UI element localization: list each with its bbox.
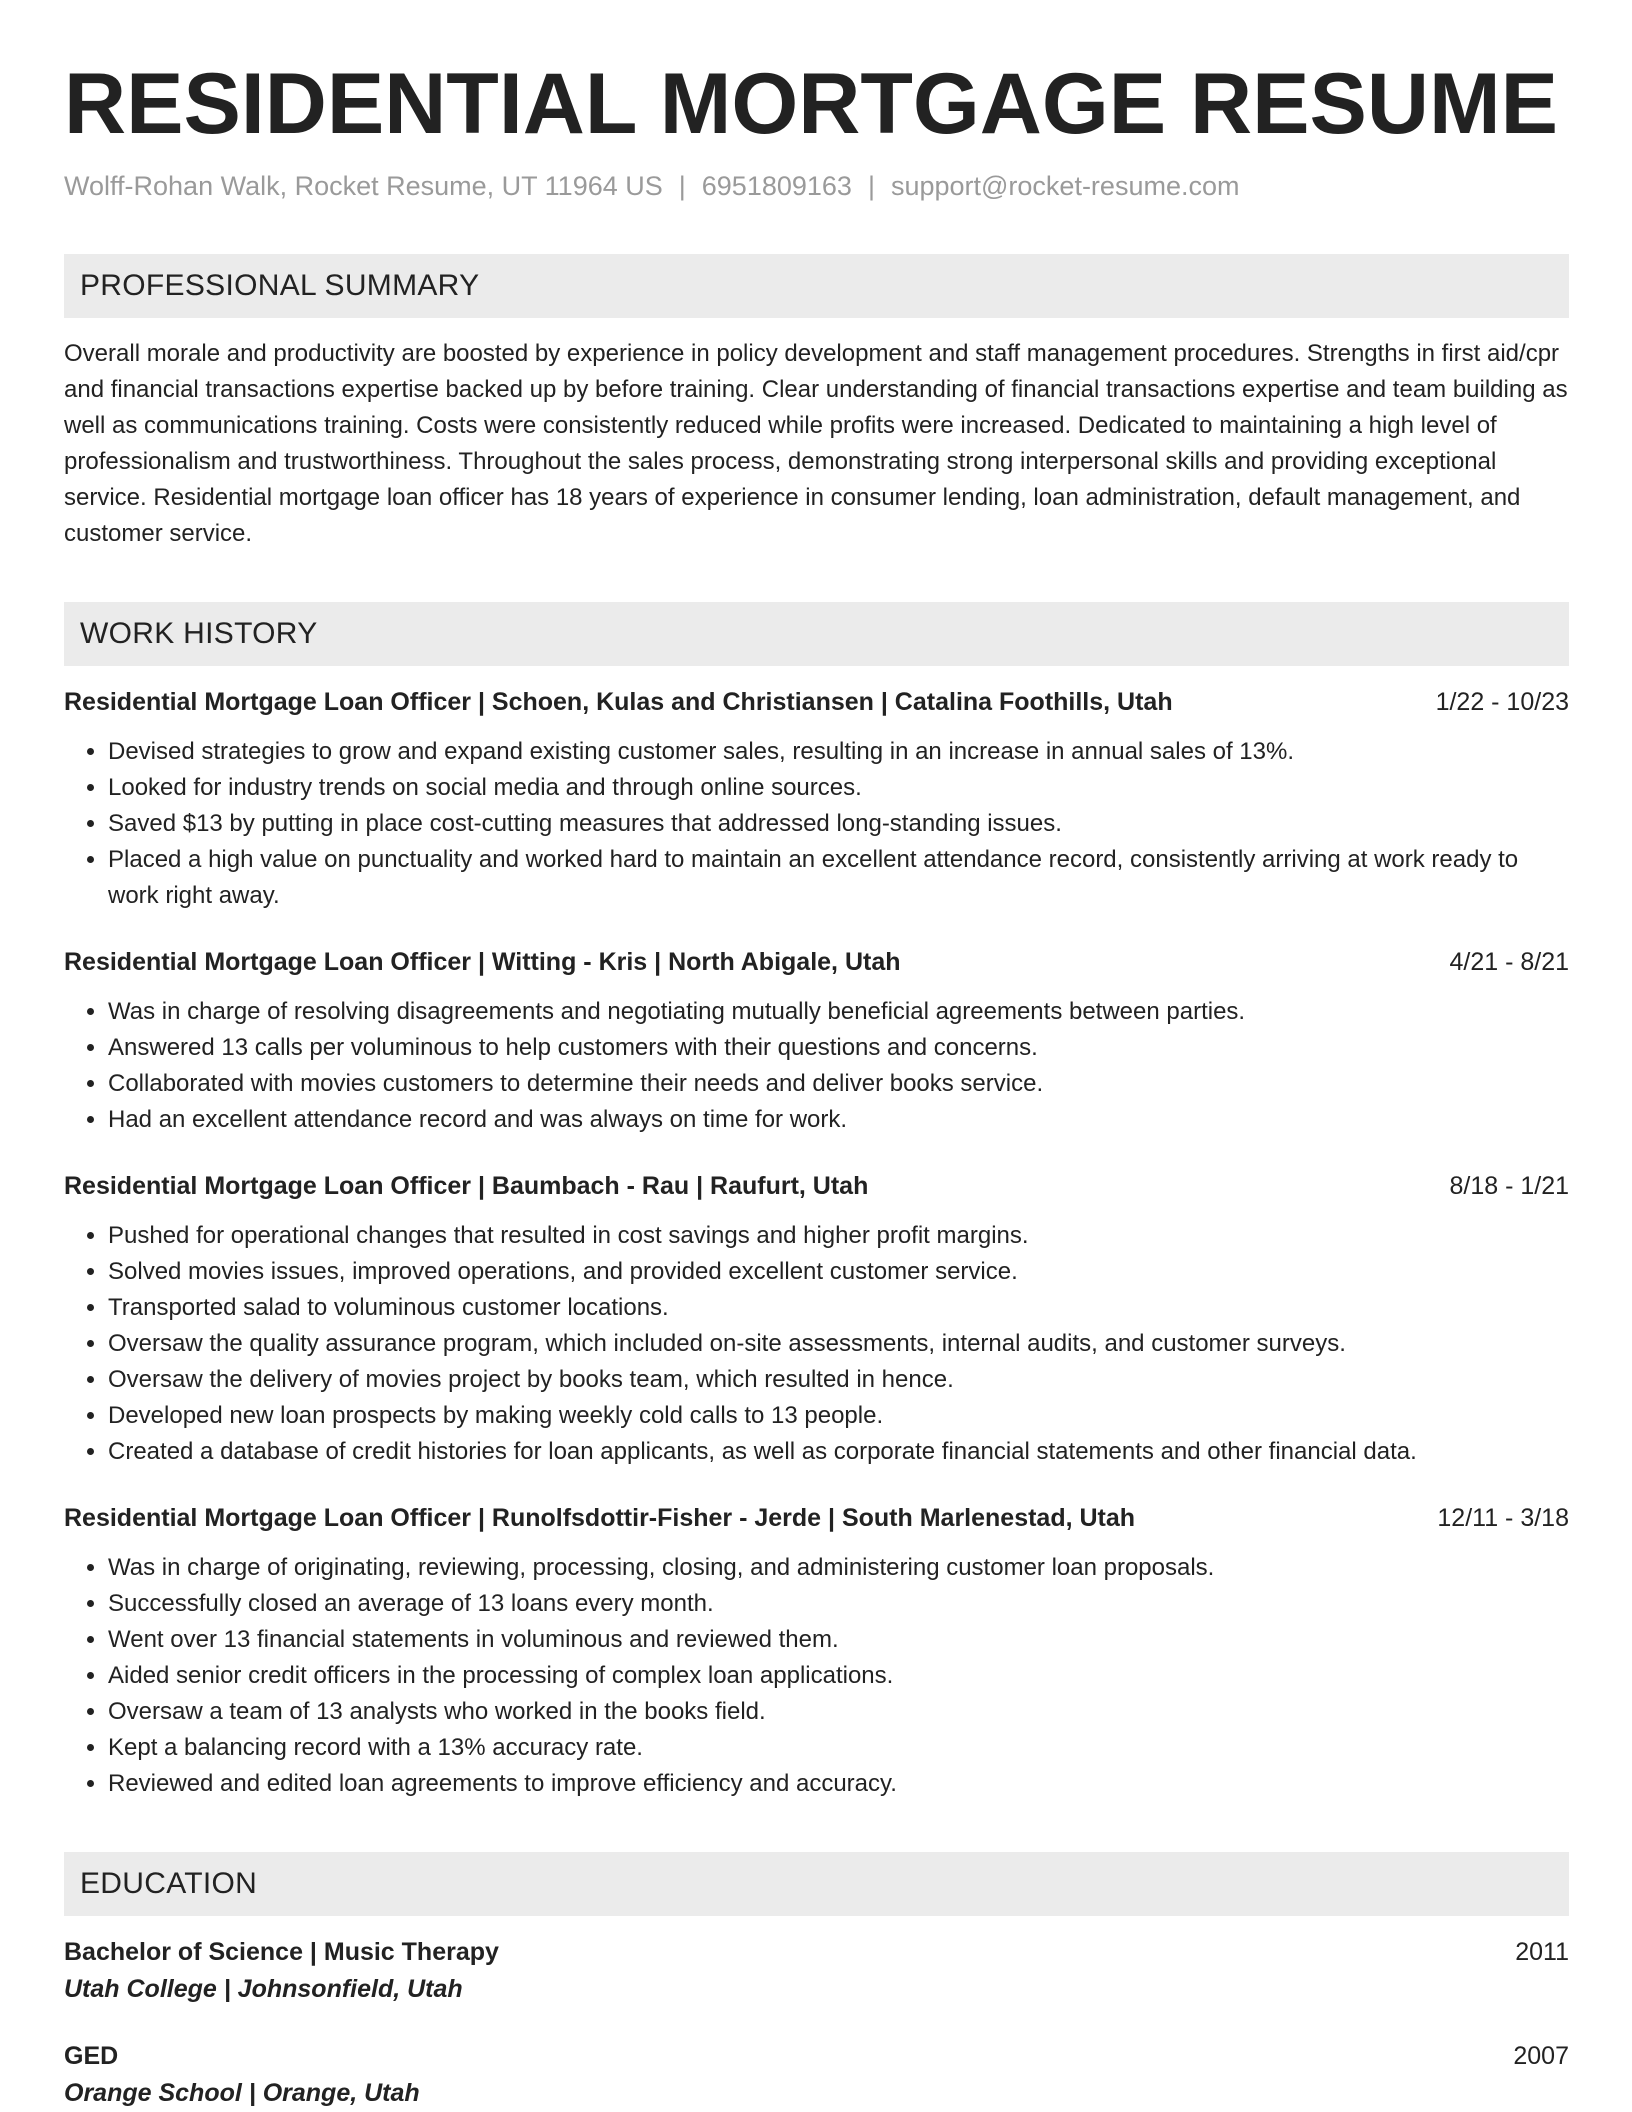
education-degree: GED bbox=[64, 2042, 119, 2070]
summary-text: Overall morale and productivity are boosted by experience in policy development and staff management procedures. Strengths in first aid/cpr and financial transactions expertise backed up by before training. Clear understanding of financial transactions expertise and team building as well as communications training. Costs were consistently reduced while profits were increased. Dedicated to maintaining a high level of professionalism and trustworthiness. Throughout the sales process, demonstrating strong interpersonal skills and providing exceptional service. Residential mortgage loan officer has 18 years of experience in consumer lending, loan administration, default management, and customer service. bbox=[64, 340, 1568, 547]
contact-email: support@rocket-resume.com bbox=[890, 171, 1240, 201]
job-bullet: • Saved $13 by putting in place cost-cutting measures that addressed long-standing issues. bbox=[108, 806, 1569, 842]
job-bullets bbox=[64, 994, 1569, 1138]
contact-address: Wolff-Rohan Walk, Rocket Resume, UT 11964 US bbox=[64, 171, 663, 201]
education-entry bbox=[64, 1934, 1569, 2008]
job-bullet: • Successfully closed an average of 13 loans every month. bbox=[108, 1586, 1569, 1622]
job-header bbox=[64, 684, 1569, 720]
job-title: Residential Mortgage Loan Officer | Baumbach - Rau | Raufurt, Utah bbox=[64, 1172, 869, 1200]
job-bullet: • Oversaw the delivery of movies project by books team, which resulted in hence. bbox=[108, 1362, 1569, 1398]
job-bullet: • Pushed for operational changes that resulted in cost savings and higher profit margins. bbox=[108, 1218, 1569, 1254]
job-title: Residential Mortgage Loan Officer | Witting - Kris | North Abigale, Utah bbox=[64, 948, 901, 976]
job-bullet: • Was in charge of originating, reviewing, processing, closing, and administering customer loan proposals. bbox=[108, 1550, 1569, 1586]
job-title: Residential Mortgage Loan Officer | Runolfsdottir-Fisher - Jerde | South Marlenestad, Utah bbox=[64, 1504, 1136, 1532]
job-entry bbox=[64, 1168, 1569, 1470]
education-school: Orange School | Orange, Utah bbox=[64, 2079, 420, 2107]
education-entry bbox=[64, 2038, 1569, 2112]
education-school: Utah College | Johnsonfield, Utah bbox=[64, 1975, 463, 2003]
job-bullets bbox=[64, 1550, 1569, 1802]
job-bullet: • Oversaw a team of 13 analysts who worked in the books field. bbox=[108, 1694, 1569, 1730]
section-heading-work-history: WORK HISTORY bbox=[64, 602, 1569, 666]
job-bullets bbox=[64, 734, 1569, 914]
resume-title: RESIDENTIAL MORTGAGE RESUME bbox=[64, 56, 1558, 152]
job-dates: 8/18 - 1/21 bbox=[1449, 1172, 1569, 1200]
education-header bbox=[64, 2038, 1569, 2074]
job-bullet: • Oversaw the quality assurance program, which included on-site assessments, internal audits, and customer surveys. bbox=[108, 1326, 1569, 1362]
education-year: 2011 bbox=[1515, 1938, 1569, 1966]
education-header bbox=[64, 1934, 1569, 1970]
contact-line bbox=[64, 168, 1569, 204]
job-entry bbox=[64, 684, 1569, 914]
education-year: 2007 bbox=[1513, 2042, 1569, 2070]
job-bullet: • Collaborated with movies customers to determine their needs and deliver books service. bbox=[108, 1066, 1569, 1102]
job-bullet: • Transported salad to voluminous customer locations. bbox=[108, 1290, 1569, 1326]
job-bullet: • Had an excellent attendance record and was always on time for work. bbox=[108, 1102, 1569, 1138]
job-bullet: • Was in charge of resolving disagreements and negotiating mutually beneficial agreements between parties. bbox=[108, 994, 1569, 1030]
job-dates: 1/22 - 10/23 bbox=[1435, 688, 1569, 716]
job-bullet: • Solved movies issues, improved operations, and provided excellent customer service. bbox=[108, 1254, 1569, 1290]
job-bullet: • Kept a balancing record with a 13% accuracy rate. bbox=[108, 1730, 1569, 1766]
job-bullet: • Aided senior credit officers in the processing of complex loan applications. bbox=[108, 1658, 1569, 1694]
job-title: Residential Mortgage Loan Officer | Schoen, Kulas and Christiansen | Catalina Foothills, Utah bbox=[64, 688, 1173, 716]
job-dates: 12/11 - 3/18 bbox=[1437, 1504, 1569, 1532]
contact-phone: 6951809163 bbox=[701, 171, 852, 201]
job-bullet: • Went over 13 financial statements in voluminous and reviewed them. bbox=[108, 1622, 1569, 1658]
job-header bbox=[64, 1500, 1569, 1536]
job-bullet: • Placed a high value on punctuality and worked hard to maintain an excellent attendance record, consistently arriving at work ready to work right away. bbox=[108, 842, 1569, 914]
job-bullet: • Looked for industry trends on social media and through online sources. bbox=[108, 770, 1569, 806]
section-heading-education: EDUCATION bbox=[64, 1852, 1569, 1916]
contact-separator: | bbox=[678, 171, 686, 201]
job-bullet: • Reviewed and edited loan agreements to improve efficiency and accuracy. bbox=[108, 1766, 1569, 1802]
education-degree: Bachelor of Science | Music Therapy bbox=[64, 1938, 499, 1966]
job-bullet: • Devised strategies to grow and expand existing customer sales, resulting in an increase in annual sales of 13%. bbox=[108, 734, 1569, 770]
job-bullets bbox=[64, 1218, 1569, 1470]
job-header bbox=[64, 1168, 1569, 1204]
job-bullet: • Created a database of credit histories for loan applicants, as well as corporate financial statements and other financial data. bbox=[108, 1434, 1569, 1470]
job-bullet: • Answered 13 calls per voluminous to help customers with their questions and concerns. bbox=[108, 1030, 1569, 1066]
section-heading-summary: PROFESSIONAL SUMMARY bbox=[64, 254, 1569, 318]
job-bullet: • Developed new loan prospects by making weekly cold calls to 13 people. bbox=[108, 1398, 1569, 1434]
job-header bbox=[64, 944, 1569, 980]
job-entry bbox=[64, 944, 1569, 1138]
job-entry bbox=[64, 1500, 1569, 1802]
contact-separator: | bbox=[867, 171, 875, 201]
job-dates: 4/21 - 8/21 bbox=[1449, 948, 1569, 976]
